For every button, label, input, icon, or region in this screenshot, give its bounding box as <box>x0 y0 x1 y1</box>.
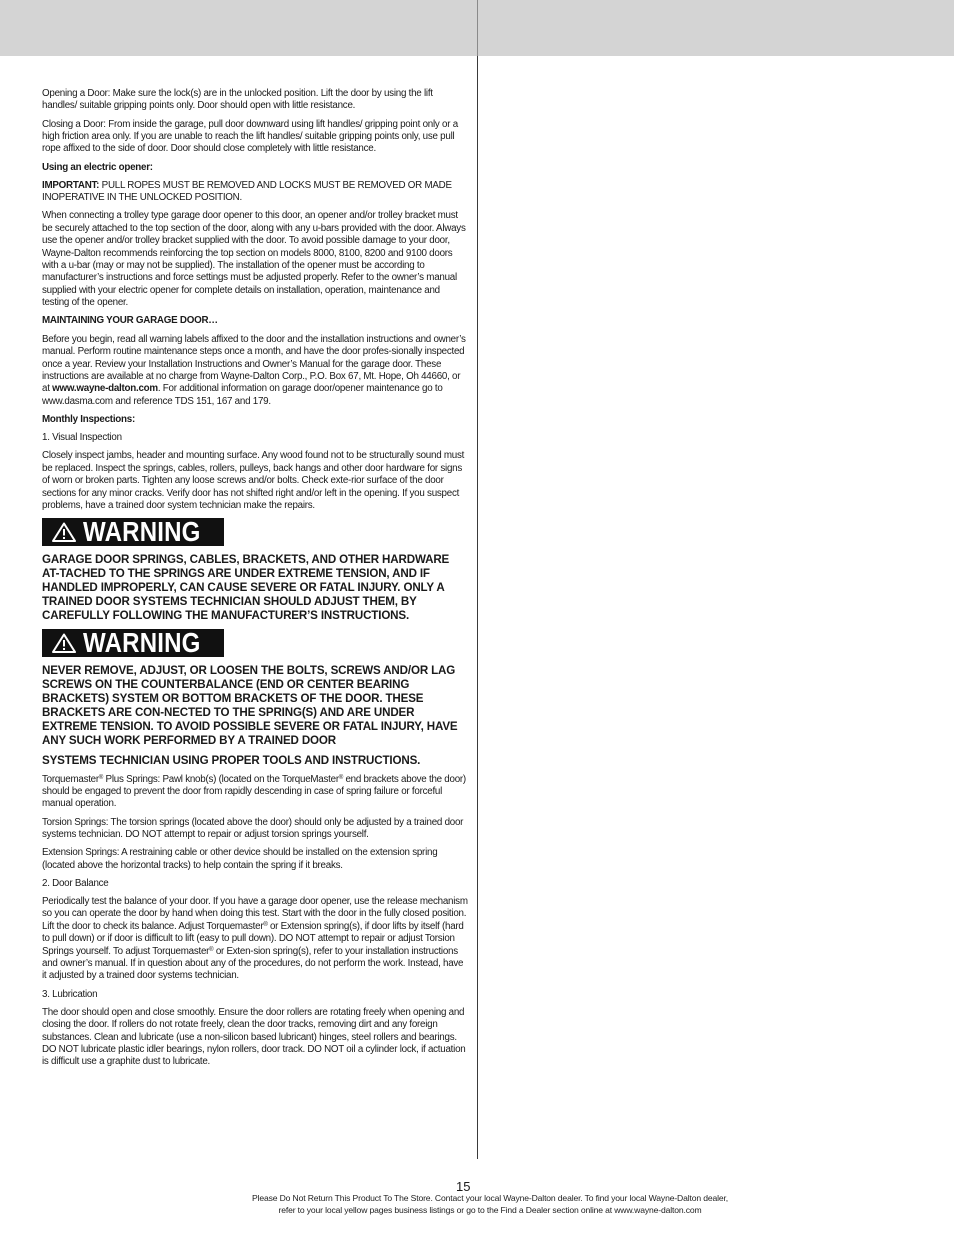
visual-inspection-heading: 1. Visual Inspection <box>42 432 122 444</box>
balance-text-b: or Extension spring(s), if door lifts by itself (hard to pull down) or if door is difficult to lift (easy to pull down). DO NOT attempt to repair or adjust Torsion Springs yourself. To adjust Torquemaster <box>42 920 464 957</box>
door-balance-heading: 2. Door Balance <box>42 877 109 889</box>
warning-text: GARAGE DOOR SPRINGS, CABLES, BRACKETS, AND OTHER HARDWARE AT-TACHED TO THE SPRINGS ARE UNDER EXTREME TENSION, AND IF HANDLED IMPROPERLY, CAN CAUSE SEVERE OR FATAL INJURY. ONLY A TRAINED DOOR SYSTEMS TECHNICIAN SHOULD ADJUST THEM, BY CAREFULLY FOLLOWING THE MANUFACTURER’S INSTRUCTIONS. <box>42 553 450 623</box>
warning-label <box>42 518 224 546</box>
footer-line: refer to your local yellow pages business listings or go to the Find a Dealer section online at www.wayne-dalton.com <box>278 1205 702 1215</box>
column-divider <box>477 56 478 1159</box>
closing-paragraph: Closing a Door: From inside the garage, pull door downward using lift handles/ gripping point only or a high friction area only. If you are unable to reach the lift handles/ suitable gripping points only, use pull rope affixed to the side of door. Door should close completely with little resistance. <box>42 118 458 155</box>
warning-label <box>42 626 224 658</box>
maintaining-heading: MAINTAINING YOUR GARAGE DOOR… <box>42 315 218 327</box>
door-balance-paragraph <box>42 896 468 983</box>
balance-text-a: Periodically test the balance of your door. If you have a garage door opener, use the release mechanism so you can operate the door by hand when doing this test. Start with the door in the fully closed position. Lift the door to check its balance. Adjust Torquemaster <box>42 895 468 932</box>
warning-triangle-icon <box>52 522 76 542</box>
warning-text: NEVER REMOVE, ADJUST, OR LOOSEN THE BOLTS, SCREWS AND/OR LAG SCREWS ON THE COUNTERBALANCE (END OR CENTER BEARING BRACKETS) SYSTEM OR BOTTOM BRACKETS OF THE DOOR. THESE BRACKETS ARE CON-NECTED TO THE SPRING(S) AND ARE UNDER EXTREME TENSION. TO AVOID POSSIBLE SEVERE OR FATAL INJURY, HAVE ANY SUCH WORK PERFORMED BY A TRAINED DOOR <box>42 663 458 747</box>
footer-line: Please Do Not Return This Product To The Store. Contact your local Wayne-Dalton dealer. To find your local Wayne-Dalton dealer, <box>252 1193 728 1203</box>
before-text-a: Before you begin, read all warning labels affixed to the door and the installation instructions and owner’s manual. Perform routine maintenance steps once a month, and have the door profes-sionally inspected once a year. Review your Installation Instructions and Owner’s Manual for the garage door. These instructions are available at no charge from Wayne-Dalton Corp., P.O. Box 67, Mt. Hope, Oh 44660, or at <box>42 333 466 395</box>
visual-inspection-paragraph: Closely inspect jambs, header and mounting surface. Any wood found not to be structurally sound must be replaced. Inspect the springs, cables, rollers, pulleys, back hangs and other door hardware for signs of worn or broken parts. Tighten any loose screws and/or bolts. Check exte-rior surface of the door sections for any minor cracks. Verify door has not shifted right and/or left in the opening. If you suspect problems, have a trained door system technician make the repairs. <box>42 450 465 511</box>
registered-mark: ® <box>338 774 344 781</box>
monthly-inspections-heading: Monthly Inspections: <box>42 413 135 425</box>
torsion-paragraph: Torsion Springs: The torsion springs (located above the door) should only be adjusted by a trained door systems technician. DO NOT attempt to repair or adjust torsion springs yourself. <box>42 816 464 840</box>
torquemaster-text-b: Plus Springs: Pawl knob(s) (located on the TorqueMaster <box>103 773 339 785</box>
registered-mark: ® <box>263 921 268 928</box>
registered-mark: ® <box>209 946 214 953</box>
warning-label-text: WARNING <box>83 626 201 658</box>
lubrication-heading: 3. Lubrication <box>42 988 98 1000</box>
trolley-paragraph: When connecting a trolley type garage door opener to this door, an opener and/or trolley bracket must be securely attached to the top section of the door, along with any u-bars provided with the door. Always use the opener and/or trolley bracket supplied with the door. To avoid possible damage to your door, Wayne-Dalton recommends reinforcing the top section on models 8000, 8100, 8200 and 9100 doors with a u-bar (may or may not be supplied). The installation of the opener must be according to manufacturer’s instructions and force settings must be adjusted properly. Refer to the owner’s manual supplied with your electric opener for complete details on installation, operation, maintenance and testing of the opener. <box>42 210 466 309</box>
footer <box>200 1192 780 1216</box>
before-paragraph <box>42 334 468 408</box>
website-link[interactable]: www.wayne-dalton.com <box>52 383 158 395</box>
warning-text-continued: SYSTEMS TECHNICIAN USING PROPER TOOLS AND INSTRUCTIONS. <box>42 753 421 767</box>
torquemaster-text-c: end brackets above the door) should be engaged to prevent the door from rapidly descending in case of spring failure or forceful manual operation. <box>42 773 466 810</box>
page-number: 15 <box>456 1179 471 1194</box>
torquemaster-paragraph <box>42 774 468 811</box>
torquemaster-text-a: Torquemaster <box>42 773 99 785</box>
header-divider <box>477 0 478 56</box>
important-paragraph <box>42 180 468 205</box>
left-column <box>42 88 468 1075</box>
important-label: IMPORTANT: <box>42 179 100 191</box>
registered-mark: ® <box>98 774 104 781</box>
lubrication-paragraph: The door should open and close smoothly. Ensure the door rollers are rotating freely when opening and closing the door. If rollers do not rotate freely, clean the door tracks, removing dirt and any foreign substances. Clean and lubricate (use a non-silicon based lubricant) hinges, steel rollers and bearings. DO NOT lubricate plastic idler bearings, nylon rollers, door track. DO NOT oil a cylinder lock, if actuation is difficult use a graphite dust to lubricate. <box>42 1006 466 1068</box>
electric-opener-heading: Using an electric opener: <box>42 161 153 173</box>
warning-label-text: WARNING <box>83 516 201 548</box>
extension-paragraph: Extension Springs: A restraining cable or other device should be installed on the extension spring (located above the horizontal tracks) to help contain the spring if it breaks. <box>42 847 438 871</box>
before-text-b: . For additional information on garage door/opener maintenance go to www.dasma.com and reference TDS 151, 167 and 179. <box>42 383 443 407</box>
opening-paragraph: Opening a Door: Make sure the lock(s) are in the unlocked position. Lift the door by using the lift handles/ suitable gripping points only. Door should open with little resistance. <box>42 88 433 112</box>
important-text: PULL ROPES MUST BE REMOVED AND LOCKS MUST BE REMOVED OR MADE INOPERATIVE IN THE UNLOCKED POSITION. <box>42 179 452 204</box>
balance-text-c: or Exten-sion spring(s), refer to your installation instructions and owner’s manual. If in question about any of the procedures, do not perform the work. Instead, have it adjusted by a trained door systems technician. <box>42 945 464 982</box>
warning-triangle-icon <box>52 633 76 653</box>
